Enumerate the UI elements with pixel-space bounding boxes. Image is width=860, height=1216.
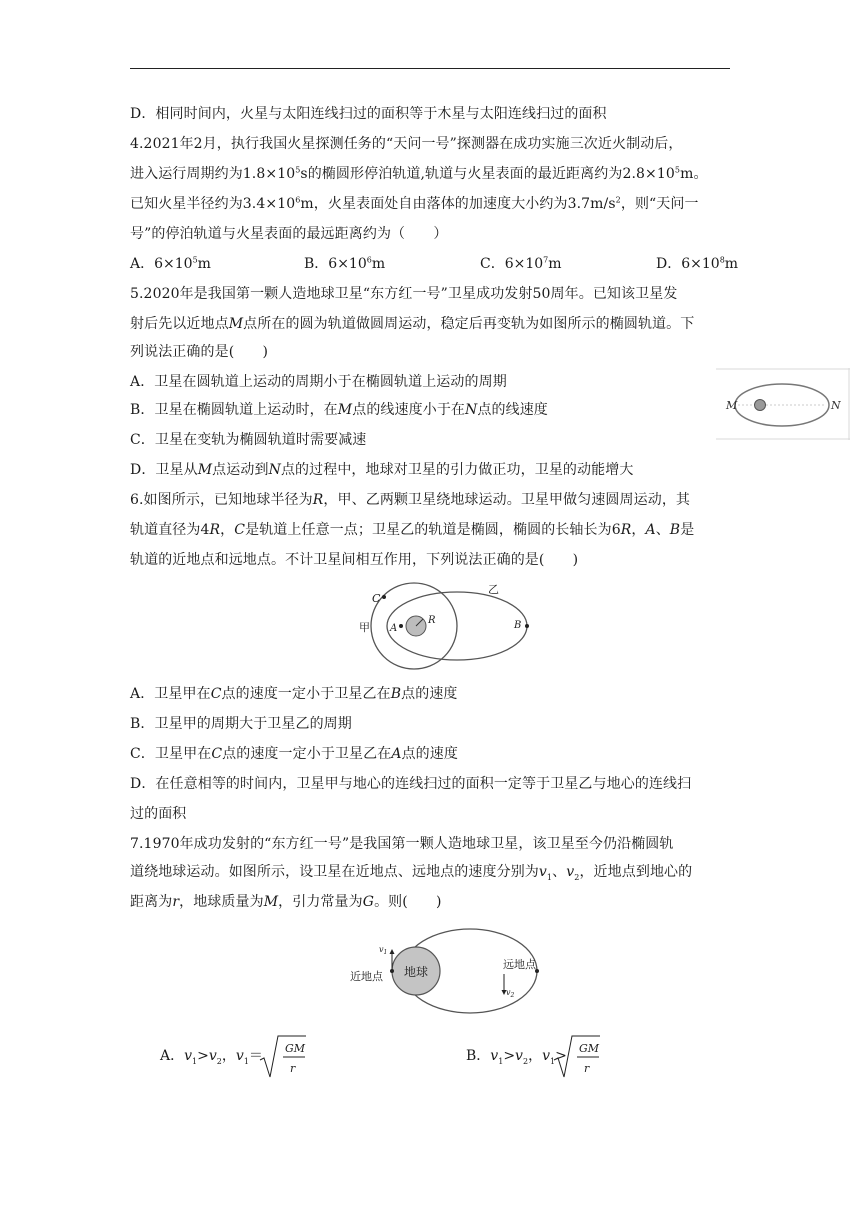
q5-option-c: C．卫星在变轨为椭圆轨道时需要减速 xyxy=(130,432,367,448)
point-c xyxy=(382,595,386,599)
fraction-denominator: r xyxy=(584,1062,590,1075)
q7-line-1: 7.1970年成功发射的“东方红一号”是我国第一颗人造地球卫星，该卫星至今仍沿椭圆轨 xyxy=(130,836,674,852)
earth-dot xyxy=(755,400,766,411)
q3-option-d: D．相同时间内，火星与太阳连线扫过的面积等于木星与太阳连线扫过的面积 xyxy=(130,106,607,122)
point-b xyxy=(525,624,529,628)
apogee-label: 远地点 xyxy=(503,958,536,971)
q6-option-b: B．卫星甲的周期大于卫星乙的周期 xyxy=(130,716,352,732)
earth-label: 地球 xyxy=(404,965,429,979)
q4-option-a: A．$6\times 10^5m$ xyxy=(130,255,211,272)
q6-orbits-figure xyxy=(356,578,536,674)
fraction-numerator: GM xyxy=(579,1042,600,1055)
q6-line-1: 6.如图所示，已知地球半径为R，甲、乙两颗卫星绕地球运动。卫星甲做匀速圆周运动，其 xyxy=(130,492,691,508)
q4-option-c: C．$6\times 10^7m$ xyxy=(480,255,562,272)
q4-option-b: B．$6\times 10^6m$ xyxy=(304,255,386,272)
v1-label: $v_1$ xyxy=(379,945,388,956)
q6-line-3: 轨道的近地点和远地点。不计卫星间相互作用，下列说法正确的是( ) xyxy=(130,552,579,568)
q5-line-1: 5.2020年是我国第一颗人造地球卫星“东方红一号”卫星成功发射50周年。已知该卫星发 xyxy=(130,286,678,302)
perigee-label: 近地点 xyxy=(350,970,383,983)
label-m: M xyxy=(726,399,738,412)
q7-option-a: A．$v_1>v_2$，$v_1=$ xyxy=(160,1048,263,1066)
q5-option-a: A．卫星在圆轨道上运动的周期小于在椭圆轨道上运动的周期 xyxy=(130,374,507,390)
label-jia: 甲 xyxy=(359,621,370,634)
q5-line-2: 射后先以近地点M点所在的圆为轨道做圆周运动，稳定后再变轨为如图所示的椭圆轨道。下 xyxy=(130,316,695,332)
q4-line-2: 进入运行周期约为$1.8\times 10^5s$的椭圆形停泊轨道,轨道与火星表面的最近距离约为$2.8\times 10^5m$。 xyxy=(130,165,708,182)
label-n: N xyxy=(831,399,841,412)
q4-line-4: 号”的停泊轨道与火星表面的最远距离约为（ ） xyxy=(130,226,448,242)
q6-option-c: C．卫星甲在C点的速度一定小于卫星乙在A点的速度 xyxy=(130,746,458,762)
q6-option-d-line-1: D．在任意相等的时间内，卫星甲与地心的连线扫过的面积一定等于卫星乙与地心的连线扫 xyxy=(130,776,692,792)
q7-option-a-sqrt xyxy=(258,1034,308,1080)
label-yi: 乙 xyxy=(488,583,499,596)
point-a xyxy=(399,624,403,628)
header-rule xyxy=(130,68,730,69)
q7-orbit-figure xyxy=(346,922,542,1016)
q7-line-3: 距离为r，地球质量为M，引力常量为G。则( ) xyxy=(130,894,442,910)
q6-option-d-line-2: 过的面积 xyxy=(130,806,187,822)
q7-option-b: B．$v_1>v_2$，$v_1>$ xyxy=(466,1048,567,1066)
label-c: C xyxy=(372,592,381,605)
fraction-numerator: GM xyxy=(285,1042,306,1055)
q6-option-a: A．卫星甲在C点的速度一定小于卫星乙在B点的速度 xyxy=(130,686,458,702)
q5-option-d: D．卫星从M点运动到N点的过程中，地球对卫星的引力做正功，卫星的动能增大 xyxy=(130,462,634,478)
label-a: A xyxy=(390,623,398,634)
q7-line-2: 道绕地球运动。如图所示，设卫星在近地点、远地点的速度分别为$v_1$、$v_2$，近地点到地心的 xyxy=(130,864,693,882)
q4-option-d: D．$6\times 10^8m$ xyxy=(656,255,739,272)
q5-orbit-figure xyxy=(716,368,850,440)
q5-line-3: 列说法正确的是( ) xyxy=(130,344,269,360)
q7-option-b-sqrt xyxy=(552,1034,602,1080)
label-b: B xyxy=(514,620,522,631)
v2-label: $v_2$ xyxy=(506,988,515,999)
fraction-denominator: r xyxy=(290,1062,296,1075)
q4-line-3: 已知火星半径约为$3.4\times 10^6m$，火星表面处自由落体的加速度大小约为$3.7m/s^2$，则“天问一 xyxy=(130,195,699,212)
q5-option-b: B．卫星在椭圆轨道上运动时，在M点的线速度小于在N点的线速度 xyxy=(130,402,548,418)
q4-line-1: 4.2021年2月，执行我国火星探测任务的“天问一号”探测器在成功实施三次近火制动后， xyxy=(130,136,683,152)
label-r: R xyxy=(428,615,436,626)
q6-line-2: 轨道直径为4R，C是轨道上任意一点；卫星乙的轨道是椭圆，椭圆的长轴长为6R，A、B是 xyxy=(130,522,695,538)
